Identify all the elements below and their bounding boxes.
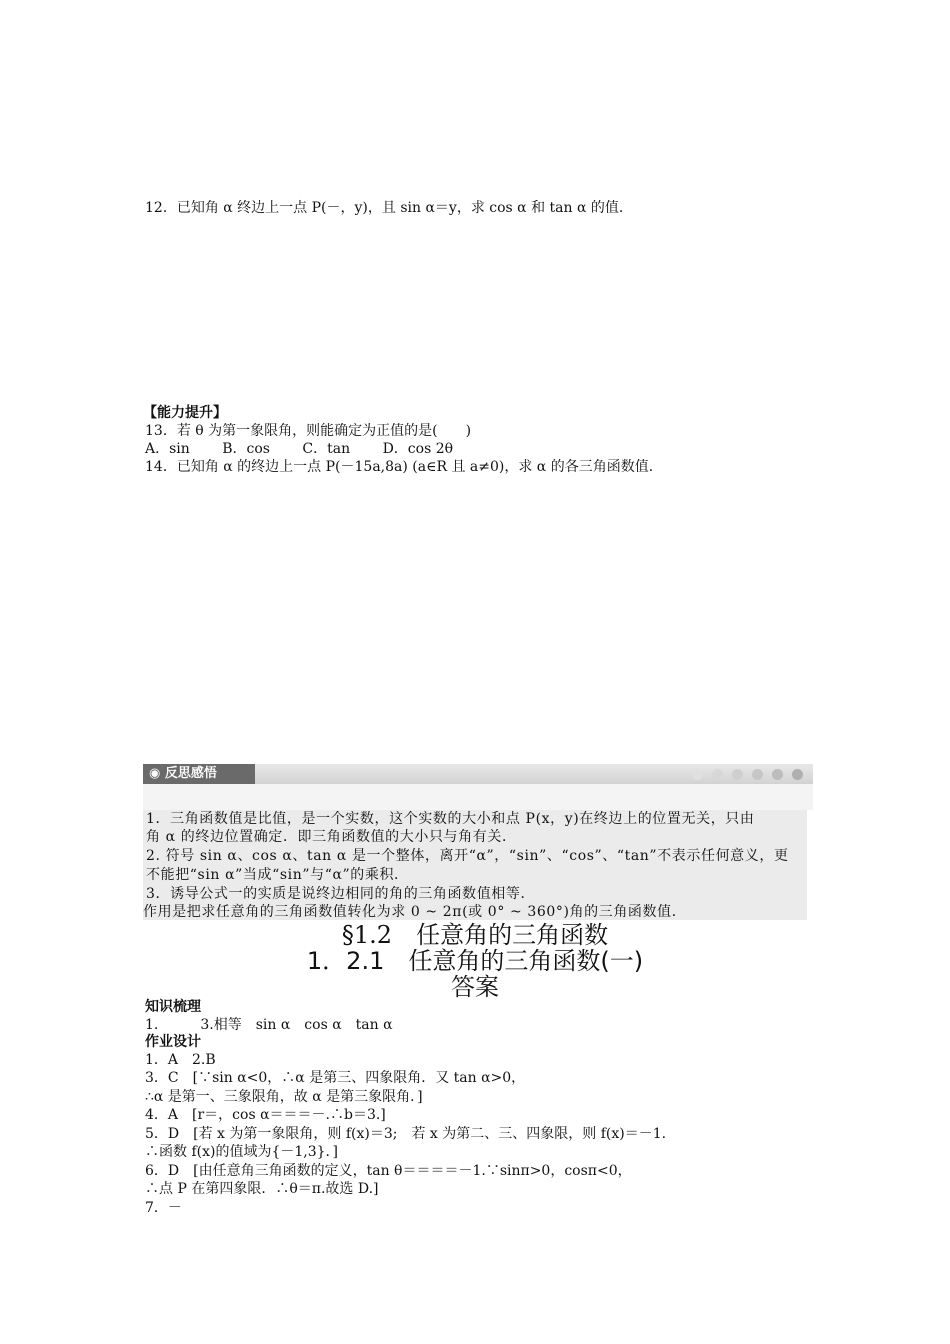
answer-line: 1．A 2.B [145, 1052, 216, 1068]
answer-line: 7．－ [145, 1200, 182, 1216]
ability-heading: 【能力提升】 [143, 405, 227, 421]
knowledge-answer: 1. 3.相等 sin α cos α tan α [145, 1017, 393, 1033]
decorative-dot-icon [732, 769, 743, 780]
reflection-line: 不能把“sin α”当成“sin”与“α”的乘积． [146, 867, 409, 883]
decorative-dot-icon [772, 769, 783, 780]
answer-line: ∴点 P 在第四象限．∴θ＝π.故选 D.] [145, 1181, 379, 1197]
reflection-line: 角 α 的终边位置确定．即三角函数值的大小只与角有关． [146, 829, 517, 845]
subsection-title: 1．2.1 任意角的三角函数(一) [306, 947, 644, 975]
answer-line: ∴函数 f(x)的值域为{－1,3}．] [145, 1144, 338, 1160]
answer-line: 5．D [若 x 为第一象限角，则 f(x)＝3; 若 x 为第二、三、四象限，则 f(x)＝－1. [145, 1126, 667, 1142]
answer-line: 3．C [∵sin α<0，∴α 是第三、四象限角．又 tan α>0， [145, 1070, 526, 1086]
section-title: §1.2 任意角的三角函数 [341, 921, 609, 949]
decorative-dot-icon [692, 769, 703, 780]
reflection-line: 3．诱导公式一的实质是说终边相同的角的三角函数值相等． [146, 886, 536, 902]
answer-line: 6．D [由任意角三角函数的定义，tan θ＝＝＝＝－1.∵sinπ>0，cosπ<0， [145, 1163, 632, 1179]
question-14: 14．已知角 α 的终边上一点 P(－15a,8a) (a∈R 且 a≠0)，求 α 的各三角函数值． [145, 459, 663, 475]
reflection-line: 作用是把求任意角的三角函数值转化为求 0 ~ 2π(或 0° ~ 360°)角的三角函数值． [143, 904, 687, 920]
reflection-line: 1．三角函数值是比值，是一个实数，这个实数的大小和点 P(x，y)在终边上的位置无关，只由 [146, 811, 755, 827]
answer-line: ∴α 是第一、三象限角，故 α 是第三象限角．] [145, 1089, 423, 1105]
reflection-banner [143, 764, 813, 784]
answer-title: 答案 [451, 973, 499, 1001]
reflection-line: 2. 符号 sin α、cos α、tan α 是一个整体，离开“α”，“sin”、“cos”、“tan”不表示任何意义，更 [146, 848, 789, 864]
question-13: 13．若 θ 为第一象限角，则能确定为正值的是( ) [145, 423, 472, 439]
reflection-label: ◉ 反思感悟 [143, 764, 255, 784]
banner-dots [692, 769, 803, 780]
decorative-dot-icon [752, 769, 763, 780]
answer-line: 4．A [r＝，cos α＝＝＝－.∴b＝3.] [145, 1107, 386, 1123]
question-12: 12．已知角 α 终边上一点 P(－，y)，且 sin α＝y，求 cos α 和 tan α 的值． [145, 200, 633, 216]
decorative-dot-icon [792, 769, 803, 780]
homework-heading: 作业设计 [145, 1034, 201, 1050]
decorative-dot-icon [712, 769, 723, 780]
question-13-options: A．sin B．cos C．tan D．cos 2θ [145, 441, 454, 457]
knowledge-heading: 知识梳理 [145, 999, 201, 1015]
